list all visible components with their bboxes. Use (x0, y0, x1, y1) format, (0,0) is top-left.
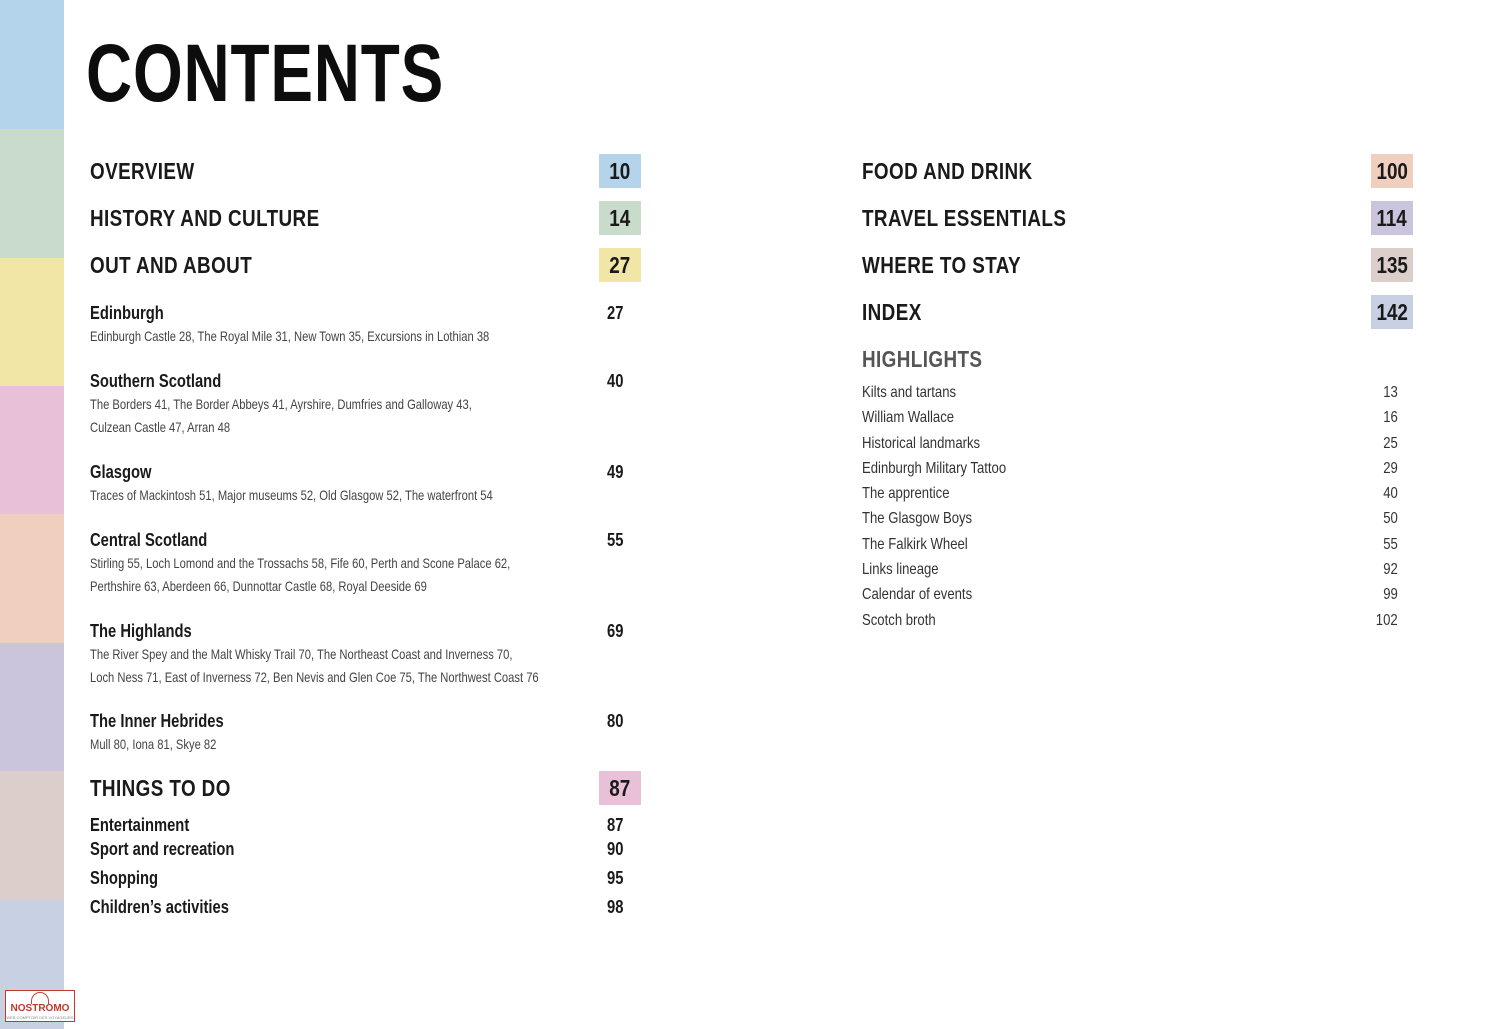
page-badge: 114 (1371, 201, 1413, 235)
section-page: 40 (606, 371, 624, 391)
toc-entry-label: FOOD AND DRINK (862, 158, 1033, 184)
entry-page: 98 (606, 897, 624, 917)
page-badge: 14 (599, 201, 641, 235)
section-page: 69 (606, 621, 624, 641)
highlight-item[interactable]: Kilts and tartans 13 (862, 380, 1398, 405)
toc-entry-things-to-do[interactable] (90, 771, 641, 805)
section-edinburgh[interactable]: Edinburgh 27 Edinburgh Castle 28, The Royal Mile 31, New Town 35, Excursions in Lothian 38 (90, 302, 640, 348)
color-band-blue (0, 0, 64, 129)
toc-entry-overview[interactable] (90, 154, 641, 188)
highlight-item[interactable]: Scotch broth 102 (862, 608, 1398, 633)
highlight-page: 25 (1383, 434, 1398, 452)
toc-entry-index[interactable] (862, 295, 1413, 329)
highlight-page: 16 (1383, 409, 1398, 427)
section-page: 55 (606, 530, 624, 550)
page-badge: 100 (1371, 154, 1413, 188)
toc-entry-label: TRAVEL ESSENTIALS (862, 205, 1067, 231)
highlight-item[interactable]: Edinburgh Military Tattoo 29 (862, 456, 1398, 481)
toc-entry-label: OUT AND ABOUT (90, 252, 253, 278)
entry-page: 90 (606, 839, 624, 859)
highlight-item[interactable]: Historical landmarks 25 (862, 431, 1398, 456)
highlight-item[interactable]: The Glasgow Boys 50 (862, 506, 1398, 531)
page-badge: 142 (1371, 295, 1413, 329)
section-the-inner-hebrides[interactable]: The Inner Hebrides 80 Mull 80, Iona 81, Skye 82 (90, 710, 640, 756)
section-description: Mull 80, Iona 81, Skye 82 (90, 736, 217, 752)
toc-entry-sport-and-recreation[interactable]: Sport and recreation 90 (90, 837, 640, 861)
entry-page: 87 (606, 815, 624, 835)
page-title: CONTENTS (86, 28, 445, 119)
highlight-page: 50 (1383, 510, 1398, 528)
highlights-heading: HIGHLIGHTS (862, 346, 983, 372)
highlight-page: 40 (1383, 485, 1398, 503)
highlight-page: 29 (1383, 459, 1398, 477)
highlight-item[interactable]: Calendar of events 99 (862, 582, 1398, 607)
toc-entry-travel-essentials[interactable] (862, 201, 1413, 235)
toc-entry-childrens-activities[interactable]: Children’s activities 98 (90, 895, 640, 919)
toc-entry-label: HISTORY AND CULTURE (90, 205, 320, 231)
highlight-page: 92 (1383, 561, 1398, 579)
page-badge: 135 (1371, 248, 1413, 282)
highlight-page: 102 (1376, 611, 1398, 629)
section-the-highlands[interactable]: The Highlands 69 The River Spey and the Malt Whisky Trail 70, The Northeast Coast and Inverness 70, Loch Ness 71, East of Inverness 72, Ben Nevis and Glen Coe 75, The Northwest Coast 76 (90, 620, 640, 688)
section-page: 49 (606, 462, 624, 482)
highlight-page: 55 (1383, 535, 1398, 553)
toc-entry-where-to-stay[interactable] (862, 248, 1413, 282)
section-southern-scotland[interactable]: Southern Scotland 40 The Borders 41, The Border Abbeys 41, Ayrshire, Dumfries and Galloway 43, Culzean Castle 47, Arran 48 (90, 370, 640, 438)
nostromo-logo: NOSTROMO WEB COMPTOIR DES VOYAGEURS (5, 990, 75, 1022)
toc-entry-out-and-about[interactable] (90, 248, 641, 282)
section-description: Stirling 55, Loch Lomond and the Trossachs 58, Fife 60, Perth and Scone Palace 62, Perthshire 63, Aberdeen 66, Dunnottar Castle 68, Royal Deeside 69 (90, 555, 511, 594)
highlights-list (862, 380, 1398, 633)
section-page: 80 (606, 711, 624, 731)
highlight-item[interactable]: Links lineage 92 (862, 557, 1398, 582)
toc-entry-shopping[interactable]: Shopping 95 (90, 866, 640, 890)
section-central-scotland[interactable]: Central Scotland 55 Stirling 55, Loch Lomond and the Trossachs 58, Fife 60, Perth and Scone Palace 62, Perthshire 63, Aberdeen 66, Dunnottar Castle 68, Royal Deeside 69 (90, 529, 640, 597)
highlight-item[interactable]: The apprentice 40 (862, 481, 1398, 506)
section-description: Traces of Mackintosh 51, Major museums 52, Old Glasgow 52, The waterfront 54 (90, 487, 493, 503)
section-description: Edinburgh Castle 28, The Royal Mile 31, New Town 35, Excursions in Lothian 38 (90, 328, 490, 344)
toc-entry-label: THINGS TO DO (90, 775, 231, 801)
section-page: 27 (606, 303, 624, 323)
page-badge: 87 (599, 771, 641, 805)
highlight-item[interactable]: The Falkirk Wheel 55 (862, 532, 1398, 557)
toc-entry-label: WHERE TO STAY (862, 252, 1022, 278)
toc-entry-food-and-drink[interactable] (862, 154, 1413, 188)
toc-entry-label: OVERVIEW (90, 158, 195, 184)
page-badge: 10 (599, 154, 641, 188)
toc-entry-history-and-culture[interactable] (90, 201, 641, 235)
highlight-page: 99 (1383, 586, 1398, 604)
color-band-peach (0, 514, 64, 643)
color-band-taupe (0, 771, 64, 900)
color-band-lavender (0, 643, 64, 772)
color-band-green (0, 129, 64, 258)
section-description: The Borders 41, The Border Abbeys 41, Ayrshire, Dumfries and Galloway 43, Culzean Castle 47, Arran 48 (90, 396, 472, 435)
entry-page: 95 (606, 868, 624, 888)
highlight-page: 13 (1383, 384, 1398, 401)
section-description: The River Spey and the Malt Whisky Trail 70, The Northeast Coast and Inverness 70, Loch Ness 71, East of Inverness 72, Ben Nevis and Glen Coe 75, The Northwest Coast 76 (90, 646, 539, 685)
highlight-item[interactable]: William Wallace 16 (862, 405, 1398, 430)
toc-entry-label: INDEX (862, 299, 922, 325)
color-band-pink (0, 386, 64, 515)
section-glasgow[interactable]: Glasgow 49 Traces of Mackintosh 51, Major museums 52, Old Glasgow 52, The waterfront 54 (90, 461, 640, 507)
color-band-yellow (0, 258, 64, 387)
page-badge: 27 (599, 248, 641, 282)
toc-entry-entertainment[interactable]: Entertainment 87 (90, 813, 640, 837)
